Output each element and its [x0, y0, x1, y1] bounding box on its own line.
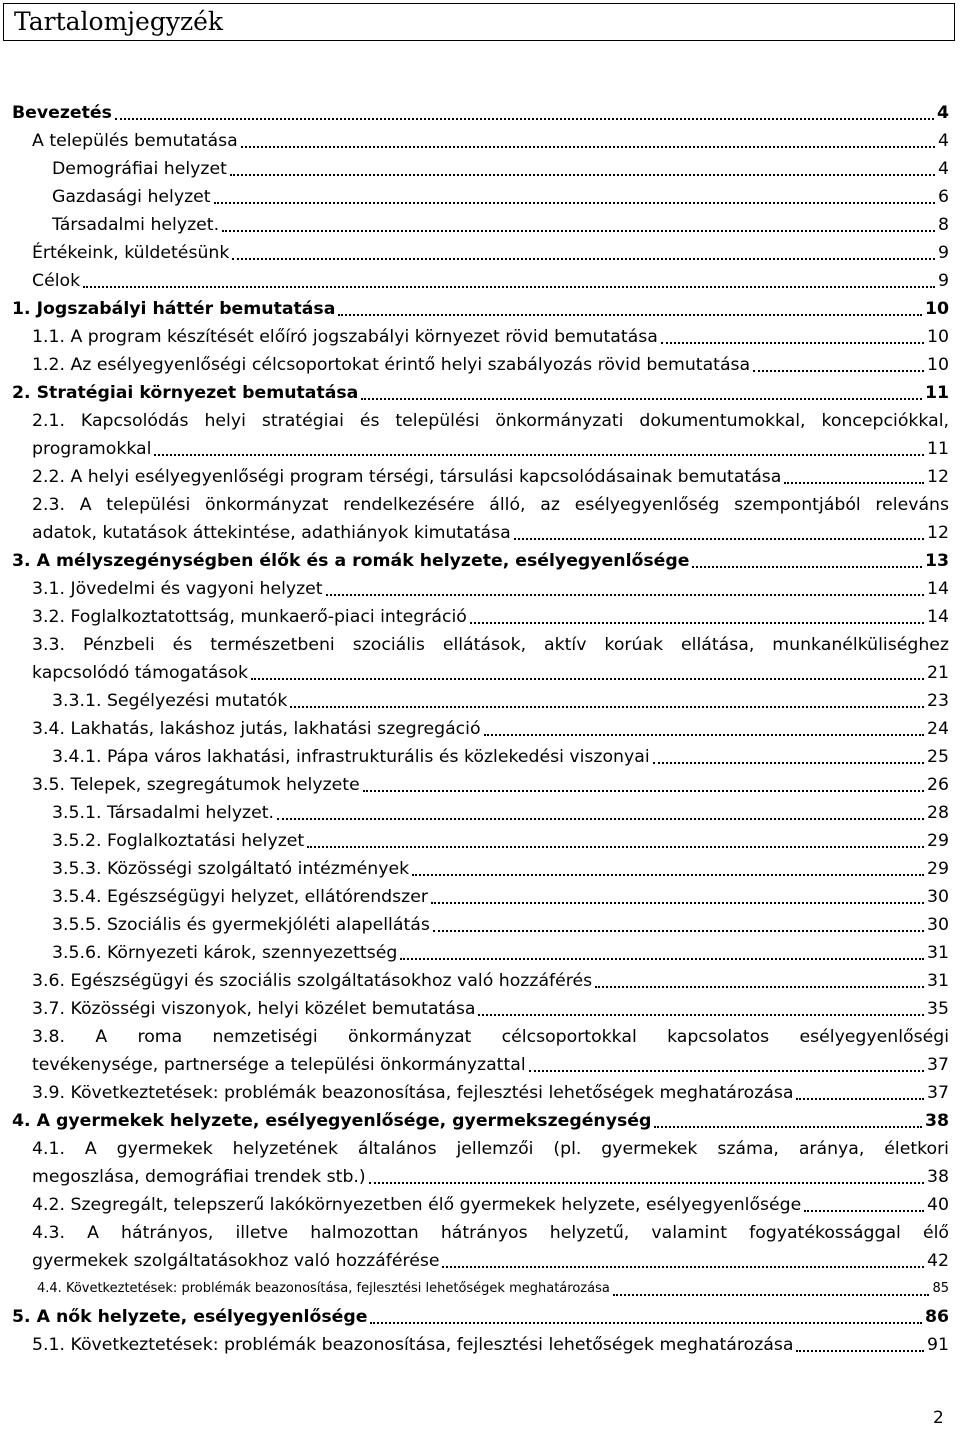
toc-entry-text: 3.7. Közösségi viszonyok, helyi közélet bemutatása: [32, 999, 476, 1019]
toc-entry-text: 4. A gyermekek helyzete, esélyegyenlősége, gyermekszegénység: [12, 1111, 652, 1131]
toc-entry-text: 2.3. A települési önkormányzat rendelkezésére álló, az esélyegyenlőség szempontjából releváns: [32, 495, 949, 515]
toc-entry[interactable]: [12, 1303, 949, 1331]
toc-entry[interactable]: [12, 743, 949, 771]
toc-dot-leader: [753, 370, 924, 372]
toc-entry-text: 1.1. A program készítését előíró jogszabályi környezet rövid bemutatása: [32, 327, 658, 347]
toc-entry[interactable]: [12, 1023, 949, 1079]
toc-dot-leader: [514, 538, 924, 540]
toc-entry-text: 3.5. Telepek, szegregátumok helyzete: [32, 775, 360, 795]
toc-dot-leader: [529, 1070, 924, 1072]
toc-entry-text: 3.5.6. Környezeti károk, szennyezettség: [52, 943, 398, 963]
toc-dot-leader: [412, 874, 924, 876]
toc-entry[interactable]: [12, 1135, 949, 1191]
toc-entry-text: 5. A nők helyzete, esélyegyenlősége: [12, 1307, 368, 1327]
toc-page-number: 23: [927, 691, 949, 711]
toc-entry-text: A település bemutatása: [32, 131, 238, 151]
toc-entry[interactable]: [12, 799, 949, 827]
toc-page-number: 25: [927, 747, 949, 767]
toc-entry-text: 3.1. Jövedelmi és vagyoni helyzet: [32, 579, 323, 599]
toc-dot-leader: [115, 118, 934, 120]
toc-entry-text: 4.1. A gyermekek helyzetének általános jellemzői (pl. gyermekek száma, aránya, életkori: [32, 1139, 949, 1159]
toc-entry[interactable]: [12, 939, 949, 967]
toc-dot-leader: [431, 902, 924, 904]
toc-entry-text: 3.6. Egészségügyi és szociális szolgáltatásokhoz való hozzáférés: [32, 971, 593, 991]
toc-page-number: 8: [938, 215, 949, 235]
toc-page-number: 30: [927, 887, 949, 907]
toc-page-number: 35: [927, 999, 949, 1019]
toc-dot-leader: [470, 622, 924, 624]
toc-page-number: 9: [938, 243, 949, 263]
toc-entry-text: 1.2. Az esélyegyenlőségi célcsoportokat érintő helyi szabályozás rövid bemutatása: [32, 355, 751, 375]
toc-entry-text: 3.4.1. Pápa város lakhatási, infrastrukturális és közlekedési viszonyai: [52, 747, 650, 767]
toc-dot-leader: [241, 146, 935, 148]
toc-entry[interactable]: [12, 575, 949, 603]
toc-page-number: 4: [938, 159, 949, 179]
toc-page-number: 31: [927, 971, 949, 991]
toc-dot-leader: [484, 734, 924, 736]
toc-entry[interactable]: [12, 1191, 949, 1219]
toc-dot-leader: [692, 566, 922, 568]
page-number: 2: [933, 1408, 944, 1428]
toc-entry[interactable]: [12, 211, 949, 239]
toc-entry[interactable]: [12, 771, 949, 799]
toc-entry[interactable]: [12, 911, 949, 939]
toc-entry[interactable]: [12, 967, 949, 995]
toc-entry-text-continued: tevékenysége, partnersége a települési önkormányzattal: [32, 1055, 526, 1075]
toc-entry-text: 3.5.3. Közösségi szolgáltató intézmények: [52, 859, 410, 879]
toc-dot-leader: [478, 1014, 924, 1016]
toc-entry[interactable]: [12, 463, 949, 491]
toc-dot-leader: [595, 986, 924, 988]
toc-entry[interactable]: [12, 323, 949, 351]
toc-dot-leader: [653, 762, 924, 764]
toc-entry[interactable]: [12, 407, 949, 463]
toc-dot-leader: [154, 454, 924, 456]
toc-dot-leader: [370, 1322, 922, 1324]
toc-page-number: 28: [927, 803, 949, 823]
toc-page-number: 12: [927, 467, 949, 487]
toc-page-number: 10: [927, 327, 949, 347]
toc-dot-leader: [232, 258, 935, 260]
toc-entry-text: Gazdasági helyzet: [52, 187, 211, 207]
toc-entry-text: 3.3.1. Segélyezési mutatók: [52, 691, 288, 711]
toc-entry-text: 3.5.1. Társadalmi helyzet.: [52, 803, 275, 823]
toc-entry[interactable]: [12, 603, 949, 631]
toc-entry[interactable]: [12, 239, 949, 267]
toc-page-number: 86: [924, 1307, 949, 1327]
toc-dot-leader: [654, 1126, 922, 1128]
toc-page-number: 9: [938, 271, 949, 291]
toc-page-number: 91: [927, 1335, 949, 1355]
toc-entry-text-continued: gyermekek szolgáltatásokhoz való hozzáférése: [32, 1251, 440, 1271]
toc-entry[interactable]: [12, 127, 949, 155]
toc-entry-text: 3.5.2. Foglalkoztatási helyzet: [52, 831, 305, 851]
toc-entry-text: 3.8. A roma nemzetiségi önkormányzat célcsoportokkal kapcsolatos esélyegyenlőségi: [32, 1027, 949, 1047]
toc-dot-leader: [290, 706, 924, 708]
toc-page-number: 12: [927, 523, 949, 543]
toc-entry[interactable]: [12, 995, 949, 1023]
toc-entry[interactable]: [12, 1275, 949, 1303]
toc-entry-text: 3. A mélyszegénységben élők és a romák helyzete, esélyegyenlősége: [12, 551, 690, 571]
toc-entry[interactable]: [12, 1107, 949, 1135]
toc-entry[interactable]: [12, 547, 949, 575]
toc-entry-text: 2.2. A helyi esélyegyenlőségi program térségi, társulási kapcsolódásainak bemutatása: [32, 467, 782, 487]
toc-page-number: 29: [927, 859, 949, 879]
toc-entry[interactable]: [12, 379, 949, 407]
toc-dot-leader: [363, 790, 924, 792]
toc-entry[interactable]: [12, 351, 949, 379]
toc-entry-text: 3.9. Következtetések: problémák beazonosítása, fejlesztési lehetőségek meghatározása: [32, 1083, 794, 1103]
toc-page-number: 85: [932, 1281, 949, 1296]
toc-dot-leader: [251, 678, 924, 680]
toc-entry[interactable]: [12, 1331, 949, 1359]
toc-entry-text: Társadalmi helyzet.: [52, 215, 220, 235]
toc-entry-text: 3.4. Lakhatás, lakáshoz jutás, lakhatási szegregáció: [32, 719, 481, 739]
toc-dot-leader: [433, 930, 924, 932]
toc-entry-text: Értékeink, küldetésünk: [32, 243, 230, 263]
toc-entry[interactable]: [12, 99, 949, 127]
toc-entry[interactable]: [12, 183, 949, 211]
toc-entry-text: 2.1. Kapcsolódás helyi stratégiai és települési önkormányzati dokumentumokkal, koncepciókkal,: [32, 411, 949, 431]
toc-entry-text: Célok: [32, 271, 81, 291]
toc-dot-leader: [613, 1294, 929, 1296]
toc-entry[interactable]: [12, 1219, 949, 1275]
toc-dot-leader: [277, 818, 924, 820]
toc-entry[interactable]: [12, 155, 949, 183]
toc-entry-text: 4.2. Szegregált, telepszerű lakókörnyezetben élő gyermekek helyzete, esélyegyenlősége: [32, 1195, 802, 1215]
toc-page-number: 11: [924, 383, 949, 403]
toc-page-number: 14: [927, 607, 949, 627]
toc-entry[interactable]: [12, 1079, 949, 1107]
toc-dot-leader: [796, 1098, 924, 1100]
toc-dot-leader: [796, 1350, 924, 1352]
toc-dot-leader: [230, 174, 935, 176]
toc-page-number: 24: [927, 719, 949, 739]
toc-page-number: 21: [927, 663, 949, 683]
toc-entry-text-continued: kapcsolódó támogatások: [32, 663, 249, 683]
toc-entry-text: 5.1. Következtetések: problémák beazonosítása, fejlesztési lehetőségek meghatározása: [32, 1335, 794, 1355]
toc-entry-text-continued: programokkal: [32, 439, 152, 459]
toc-page-number: 29: [927, 831, 949, 851]
toc-entry[interactable]: [12, 883, 949, 911]
toc-page-number: 30: [927, 915, 949, 935]
toc-dot-leader: [400, 958, 924, 960]
toc-entry[interactable]: [12, 715, 949, 743]
toc-page-number: 38: [924, 1111, 949, 1131]
toc-page-number: 37: [927, 1083, 949, 1103]
toc-entry[interactable]: [12, 687, 949, 715]
toc-entry[interactable]: [12, 855, 949, 883]
toc-page-number: 31: [927, 943, 949, 963]
toc-title-box: [3, 3, 955, 41]
toc-entry-text: Bevezetés: [12, 103, 112, 123]
toc-entry-text: 3.3. Pénzbeli és természetbeni szociális ellátások, aktív korúak ellátása, munkanélküliséghez: [32, 635, 949, 655]
toc-entry[interactable]: [12, 827, 949, 855]
toc-dot-leader: [222, 230, 935, 232]
toc-entry[interactable]: [12, 267, 949, 295]
toc-dot-leader: [369, 1182, 924, 1184]
toc-page-number: 11: [927, 439, 949, 459]
table-of-contents: [12, 99, 949, 1359]
toc-dot-leader: [804, 1210, 924, 1212]
toc-dot-leader: [338, 314, 922, 316]
page-title: Tartalomjegyzék: [14, 7, 224, 36]
toc-page-number: 14: [927, 579, 949, 599]
toc-page-number: 40: [927, 1195, 949, 1215]
toc-entry-text: 3.5.5. Szociális és gyermekjóléti alapellátás: [52, 915, 430, 935]
toc-dot-leader: [214, 202, 935, 204]
toc-page-number: 4: [936, 103, 949, 123]
toc-entry-text: 2. Stratégiai környezet bemutatása: [12, 383, 359, 403]
toc-page-number: 42: [927, 1251, 949, 1271]
toc-page-number: 4: [938, 131, 949, 151]
toc-dot-leader: [784, 482, 924, 484]
toc-entry-text: 4.3. A hátrányos, illetve halmozottan hátrányos helyzetű, valamint fogyatékossággal élő: [32, 1223, 949, 1243]
toc-entry-text: Demográfiai helyzet: [52, 159, 227, 179]
toc-entry-text: 4.4. Következtetések: problémák beazonosítása, fejlesztési lehetőségek meghatározása: [37, 1281, 610, 1296]
toc-dot-leader: [442, 1266, 924, 1268]
toc-page-number: 10: [924, 299, 949, 319]
toc-entry[interactable]: [12, 631, 949, 687]
toc-dot-leader: [361, 398, 922, 400]
toc-page-number: 10: [927, 355, 949, 375]
toc-page-number: 38: [927, 1167, 949, 1187]
toc-entry-text: 1. Jogszabályi háttér bemutatása: [12, 299, 336, 319]
toc-entry[interactable]: [12, 491, 949, 547]
toc-page-number: 6: [938, 187, 949, 207]
toc-entry[interactable]: [12, 295, 949, 323]
toc-entry-text-continued: megoszlása, demográfiai trendek stb.): [32, 1167, 366, 1187]
toc-dot-leader: [83, 286, 935, 288]
toc-entry-text: 3.2. Foglalkoztatottság, munkaerő-piaci integráció: [32, 607, 467, 627]
toc-page-number: 26: [927, 775, 949, 795]
toc-entry-text-continued: adatok, kutatások áttekintése, adathiányok kimutatása: [32, 523, 511, 543]
toc-entry-text: 3.5.4. Egészségügyi helyzet, ellátórendszer: [52, 887, 428, 907]
toc-dot-leader: [326, 594, 924, 596]
toc-page-number: 13: [924, 551, 949, 571]
toc-dot-leader: [661, 342, 924, 344]
toc-dot-leader: [307, 846, 924, 848]
toc-page-number: 37: [927, 1055, 949, 1075]
